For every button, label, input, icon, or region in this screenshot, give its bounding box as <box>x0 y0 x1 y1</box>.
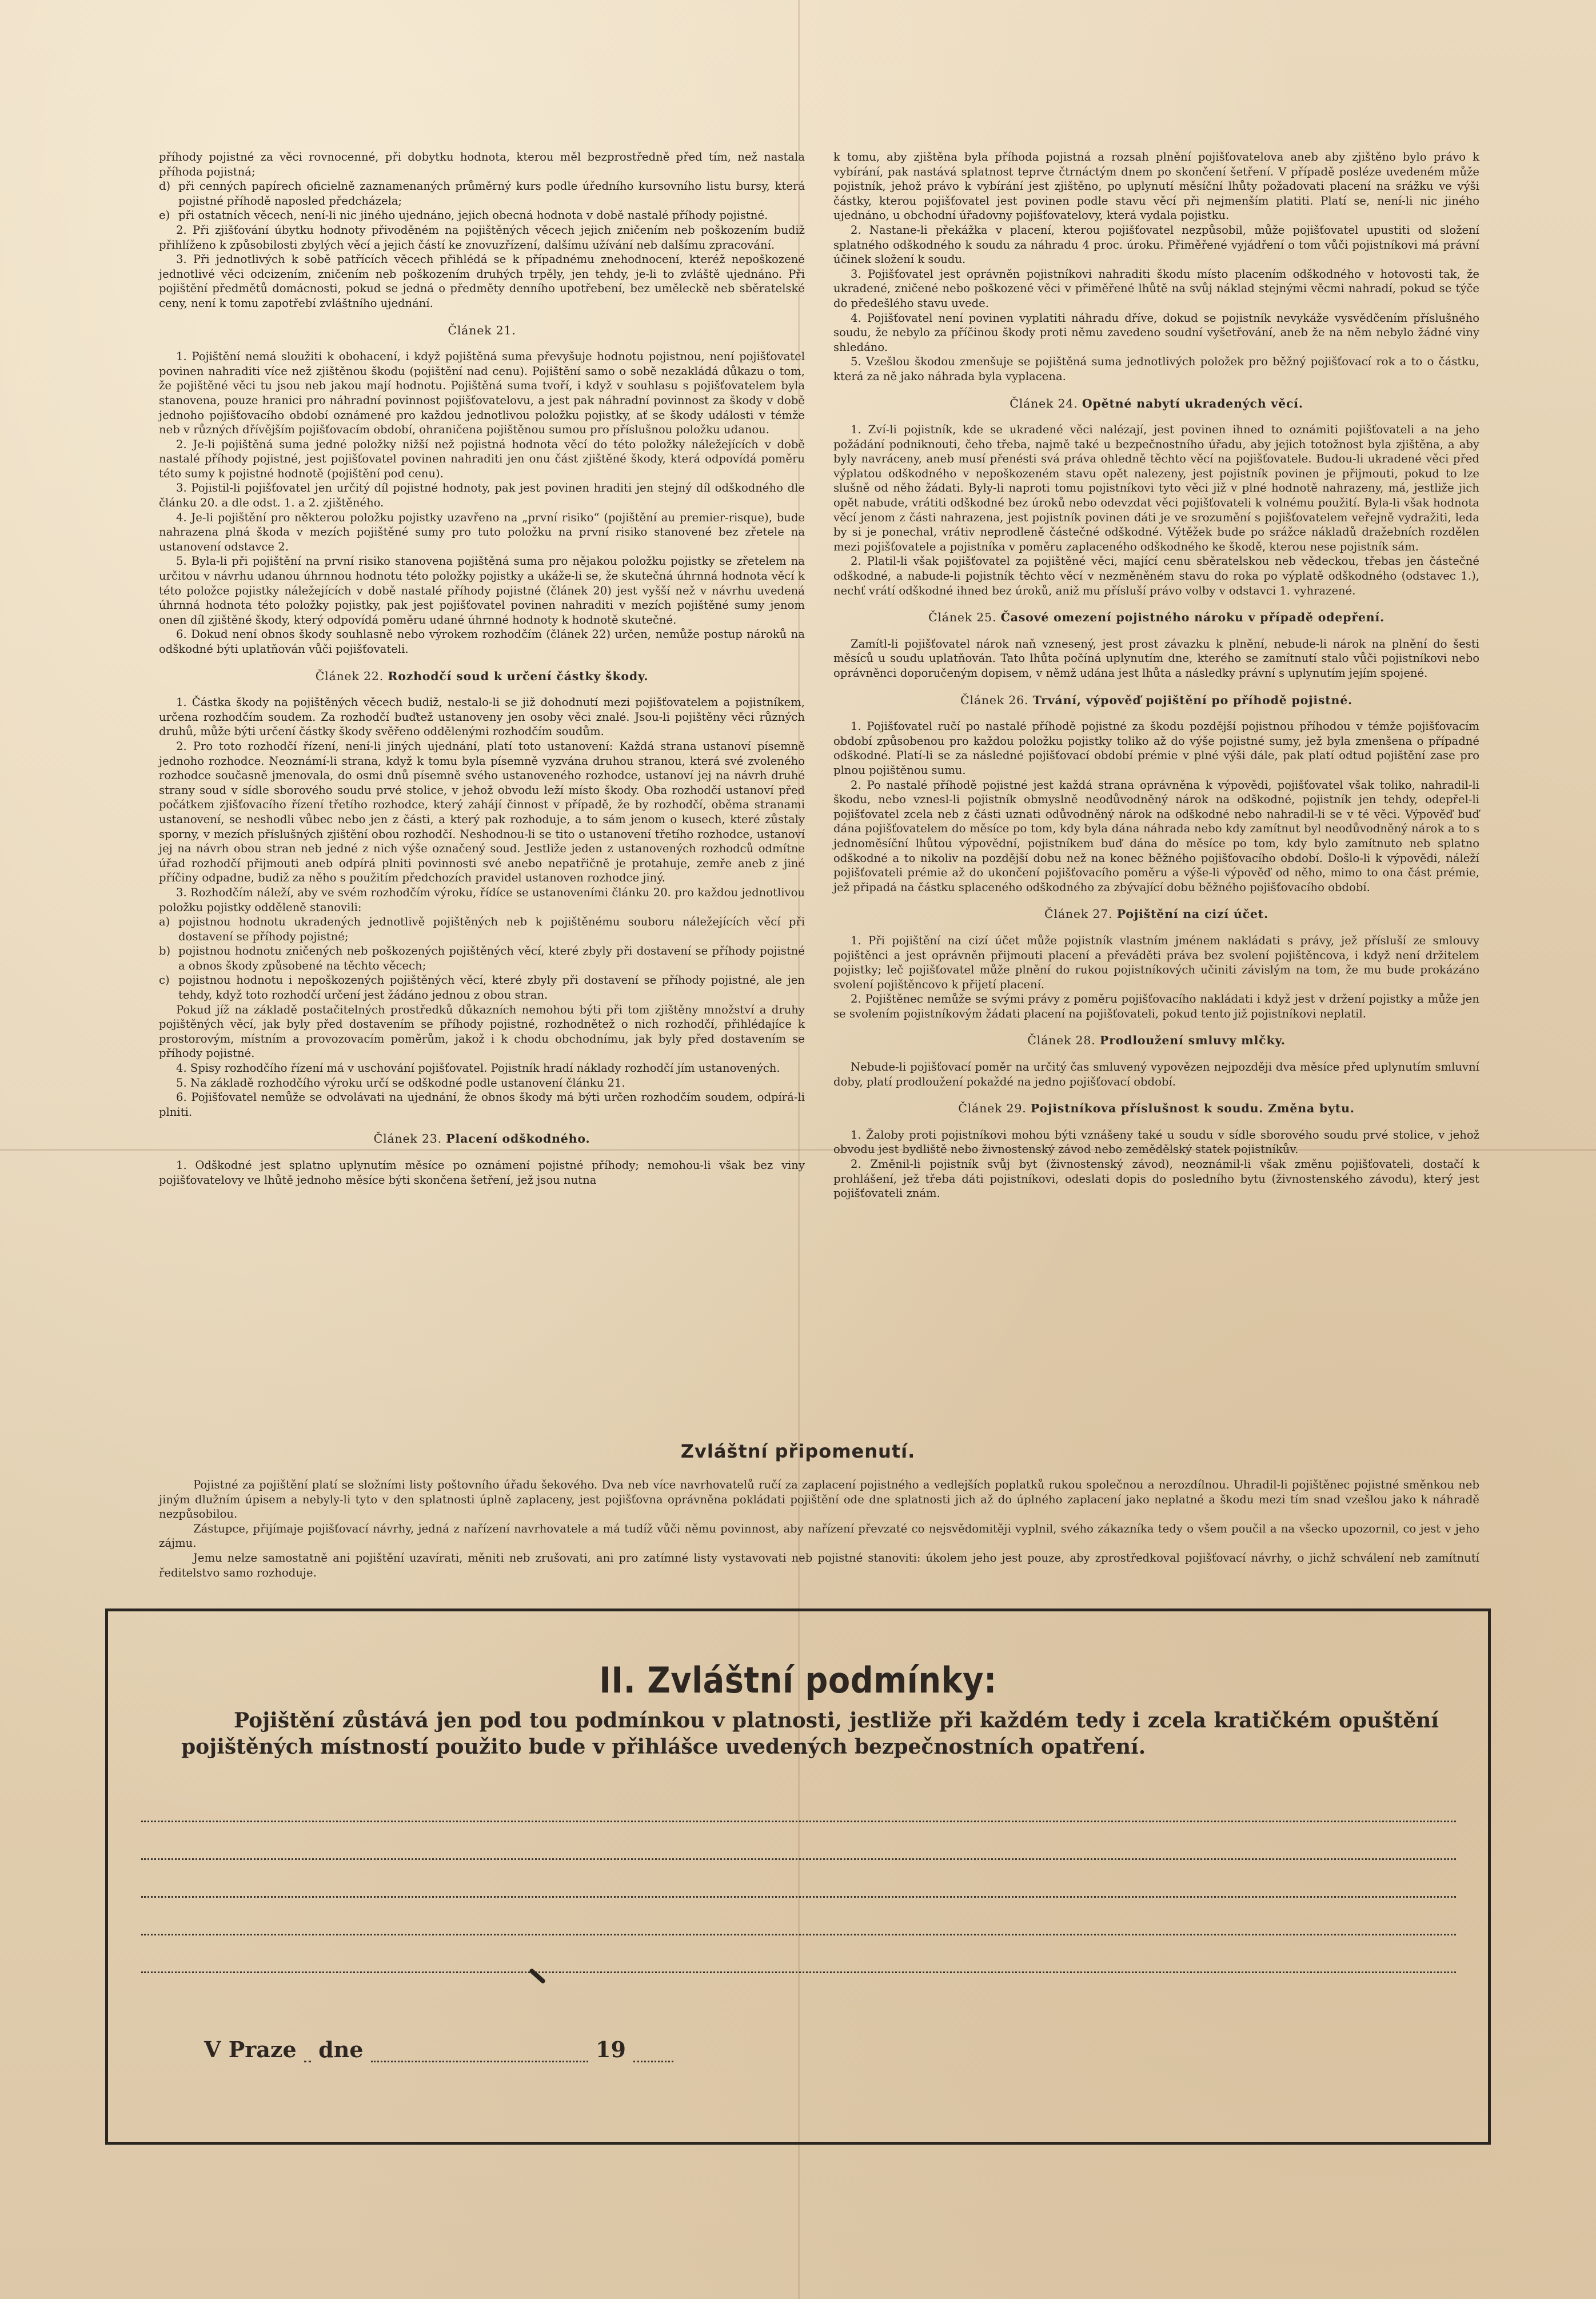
article-number: Článek 23. <box>373 1132 442 1146</box>
paragraph: 3. Při jednotlivých k sobě patřících věcech přihlédá se k případnému znehodnocení, kteréž nepoškozené jednotlivé věci odcizením, zničením neb poškozením druhých trpěly, jen tehdy, je-li to zvláště ujednáno. Při pojištění předmětů domácnosti, pokud se jedná o předměty denního upotřebení, bez uměleckě neb sběratelské ceny, není k tomu zapotřebí zvláštního ujednání. <box>159 253 805 310</box>
special-note-paragraph: Pojistné za pojištění platí se složními listy poštovního úřadu šekového. Dva neb více navrhovatelů ručí za zaplacení pojistného a vedlejších poplatků rukou společnou a nerozdílnou. Uhradil-li pojištěnec pojistné směnkou neb jiným dlužním úpisem a nebyly-li tyto v den splatnosti úplně zaplaceny, jest pojišťovna oprávněna pokládati pojištění ode dne splatnosti jich až do úplného zaplacení jako neplatné a škodu mezi tím snad vzešlou jako k náhradě nezpůsobilou. <box>159 1478 1479 1521</box>
paragraph: příhody pojistné za věci rovnocenné, při dobytku hodnota, kterou měl bezprostředně před tím, než nastala příhoda pojistná; <box>159 150 805 178</box>
paragraph: 1. Zví-li pojistník, kde se ukradené věci nalézají, jest povinen ihned to oznámiti pojišťovateli a na jeho požádání podniknouti, čeho třeba, najmě také u bezpečnostního úřadu, aby jejich totožnost byla zjištěna, a aby byly navráceny, aneb musí přenésti svá práva ohledně těchto věcí na pojišťovatele. Budou-li ukradené věci před výplatou odškodného v nepoškozeném stavu opět nalezeny, jest pojistník povinen je přijmouti, pokud to lze slušně od něho žádati. Byly-li naproti tomu pojistníkovi tyto věci již v plné hodnotě nahrazeny, má, jestliže jich opět nabude, vrátiti odškodné bez úroků nebo odevzdat věci pojišťovateli k volnému použití. Byla-li však hodnota věcí jenom z části nahrazena, jest pojistník povinen dáti je ve srozumění s pojišťovatelem veřejně vydražiti, leda by si je ponechal, vrátiv neprodleně částečné odškodné. Výtěžek bude po srážce nákladů dražebních rozdělen mezi pojišťovatele a pojistníka v poměru zaplaceného odškodného ke škodě, kterou nese pojistník sám. <box>833 423 1479 553</box>
article-number: Článek 21. <box>448 323 516 337</box>
special-note-title: Zvláštní připomenutí. <box>680 1440 916 1462</box>
article-number: Článek 26. <box>960 693 1029 707</box>
list-item-text: při cenných papírech oficielně zaznamenaných průměrný kurs podle úředního kursovního listu bursy, která pojistné příhodě naposled předcházela; <box>178 179 805 207</box>
paragraph: 1. Pojištění nemá sloužiti k obohacení, i když pojištěná suma převyšuje hodnotu pojistnou, není pojišťovatel povinen nahraditi více než zjištěnou škodu (pojištění nad cenu). Pojištění samo o sobě nezakládá důkazu o tom, že pojištěné věci tu jsou neb jakou mají hodnotu. Pojištěná suma tvoří, i když v souhlasu s pojišťovatelem byla stanovena, pouze hranici pro náhradní povinnost pojišťovatelovu, a jest pak náhradní povinnost za škody v době jednoho pojišťovacího období oznámené pro každou jednotlivou položku pojistky, ať se škody události v témže neb v různých dřívějším pojišťovacím období, ohraničena pojištěnou sumou pro příslušnou položku udanou. <box>159 350 805 437</box>
paragraph: 1. Pojišťovatel ručí po nastalé příhodě pojistné za škodu pozdější pojistnou příhodou v témže pojišťovacím období způsobenou pro každou položku pojistky toliko až do výše pojistné sumy, jež byla zmenšena o případné odškodné. Platí-li se za následné pojišťovací období prémie v plné výši dále, pak platí odtud pojištění zase pro plnou pojištěnou sumu. <box>833 720 1479 777</box>
paragraph: 5. Byla-li při pojištění na první risiko stanovena pojištěná suma pro nějakou položku pojistky se zřetelem na určitou v návrhu udanou úhrnnou hodnotu této položky pojistky a ukáže-li se, že skutečná úhrnná hodnota věcí k této položce pojistky náležejících v době nastalé příhody pojistné (článek 20) jest vyšší než v návrhu uvedená úhrnná hodnota této položky pojistky, pak jest pojišťovatel povinen nahraditi v mezích pojištěné sumy jenom onen díl zjištěné škody, který odpovídá poměru udané úhrnné hodnoty k hodnotě skutečné. <box>159 554 805 626</box>
special-note-text <box>159 1478 1479 1580</box>
paragraph: 1. Při pojištění na cizí účet může pojistník vlastním jménem nakládati s právy, jež přísluší ze smlouvy pojištěnci a jest oprávněn přijmouti placení a převáděti práva bez svolení pojištěncova, i když není držitelem pojistky; leč pojišťovatel může plnění do rukou pojistníkových učiniti závislým na tom, že mu bude prokázáno svolení pojištěncovo k přijetí placení. <box>833 933 1479 991</box>
list-item-text: pojistnou hodnotu i nepoškozených pojištěných věcí, které zbyly při dostavení se příhody pojistné, ale jen tehdy, když toto rozhodčí určení jest žádáno jednou z obou stran. <box>178 973 805 1002</box>
list-item <box>159 915 805 944</box>
article-heading <box>833 1101 1479 1116</box>
year-blank[interactable] <box>633 2042 673 2062</box>
paragraph: 1. Žaloby proti pojistníkovi mohou býti vznášeny také u soudu v sídle sborového soudu prvé stolice, v jehož obvodu jest bydliště nebo živnostenský závod nebo zemědělský statek pojistníkův. <box>833 1128 1479 1156</box>
article-heading <box>159 324 805 338</box>
fill-line-3[interactable] <box>141 1896 1456 1898</box>
fill-line-5[interactable] <box>141 1971 1456 1973</box>
year-prefix: 19 <box>596 2037 626 2062</box>
list-item-label: c) <box>159 973 170 987</box>
paragraph: 1. Odškodné jest splatno uplynutím měsíce po oznámení pojistné příhody; nemohou-li však bez viny pojišťovatelovy ve lhůtě jednoho měsíce býti skončena šetření, jež jsou nutna <box>159 1159 805 1187</box>
special-conditions-title: II. Zvláštní podmínky: <box>599 1659 997 1701</box>
article-number: Článek 27. <box>1044 907 1113 921</box>
list-item <box>159 179 805 208</box>
paragraph: Pokud jíž na základě postačitelných prostředků důkazních nemohou býti při tom zjištěny množství a druhy pojištěných věcí, jak byly před dostavením se příhody pojistné, rozhodnětež o nich rozhodčí, přihlédajíce k prostorovým, místním a provozovacím poměrům, jakož i k chodu obchodnímu, jak byly před dostavením se příhody pojistné. <box>159 1003 805 1060</box>
paragraph: 6. Dokud není obnos škody souhlasně nebo výrokem rozhodčím (článek 22) určen, nemůže postup nároků na odškodné býti uplatňován vůči pojišťovateli. <box>159 628 805 656</box>
article-title: Opětné nabytí ukradených věcí. <box>1082 396 1303 410</box>
special-conditions-text: Pojištění zůstává jen pod tou podmínkou v platnosti, jestliže při každém tedy i zcela kratičkém opuštění pojištěných místností použito bude v přihlášce uvedených bezpečnostních opatření. <box>181 1709 1439 1759</box>
paragraph: 4. Je-li pojištění pro některou položku pojistky uzavřeno na „první risiko“ (pojištění au premier-risque), bude nahrazena plná škoda v mezích pojištěné sumy pro tuto položku na první risiko stanovené bez zřetele na ustanovení odstavce 2. <box>159 510 805 553</box>
paragraph: 3. Rozhodčím náleží, aby ve svém rozhodčím výroku, řídíce se ustanoveními článku 20. pro každou jednotlivou položku pojistky odděleně stanovili: <box>159 885 805 914</box>
article-heading <box>833 1033 1479 1048</box>
paragraph: 2. Je-li pojištěná suma jedné položky nižší než pojistná hodnota věcí do této položky náležejících v době nastalé příhody pojistné, jest pojišťovatel povinen nahraditi jen onu část zjištěné škody, která odpovídá poměru této sumy k pojistné hodnotě (pojištění pod cenu). <box>159 437 805 480</box>
paragraph: 2. Pro toto rozhodčí řízení, není-li jiných ujednání, platí toto ustanovení: Každá strana ustanoví písemně jednoho rozhodce. Neoznámí-li strana, když k tomu byla písemně vyzvána druhou stranou, která své zvoleného rozhodce současně jmenovala, do osmi dnů písemně svého ustanoveného rozhodce, ustanoví jej na návrh druhé strany soud v sídle sborového soudu prvé stolice, v jehož obvodu leží místo škody. Oba rozhodčí ustanoví před počátkem zjišťovacího řízení třetího rozhodce, který zahájí činnost v případě, že by rozhodčí, oběma stranami ustanovení, se neshodli vůbec nebo jen z části, a který pak rozhoduje, a to sám jenom o kusech, které zůstaly sporny, v mezích příslušných zjištění obou rozhodčí. Neshodnou-li se tito o ustanovení třetího rozhodce, ustanoví jej na návrh obou stran neb jedné z nich výše označený soud. Jestliže jeden z ustanovených rozhodců odmítne úřad rozhodčí přijmouti aneb odpírá plniti povinnosti své anebo nepatřičně je protahuje, zemře aneb z jiné příčiny odpadne, budiž za něho s použitím předchozích pravidel ustanoven rozhodce jiný. <box>159 739 805 885</box>
date-label: dne <box>318 2037 364 2062</box>
paragraph: k tomu, aby zjištěna byla příhoda pojistná a rozsah plnění pojišťovatelova aneb aby zjištěno bylo právo k vybírání, pak nastává splatnost teprve čtrnáctým dnem po skončení šetření. V případě posléze uvedeném může pojistník, jehož právo k vybírání jest zjištěno, po uplynutí měsíční lhůty požadovati placení na srážku ve výši částky, kterou pojišťovatel jest povinen podle stavu věcí při nejmenším platiti. Platí se, není-li nic jiného ujednáno, u obchodní úřadovny pojišťovatelovy, která vydala pojistku. <box>833 150 1479 222</box>
place-label: V Praze <box>204 2037 297 2062</box>
paragraph: 3. Pojišťovatel jest oprávněn pojistníkovi nahraditi škodu místo placením odškodného v hotovosti tak, že ukradené, zničené nebo poškozené věci v přiměřené lhůtě na svůj náklad stejnými věcmi nahradí, pokud se týče do předešlého stavu uvede. <box>833 267 1479 310</box>
special-note-paragraph: Zástupce, přijímaje pojišťovací návrhy, jedná z nařízení navrhovatele a má tudíž vůči němu povinnost, aby nařízení převzaté co nejsvědomitěji vyplnil, svého zákazníka tedy o všem poučil a na všecko upozornil, co jest v jeho zájmu. <box>159 1522 1479 1550</box>
article-heading <box>159 1132 805 1147</box>
signature-date-line <box>204 2037 673 2062</box>
article-title: Pojistníkova příslušnost k soudu. Změna bytu. <box>1030 1101 1355 1116</box>
fill-line-2[interactable] <box>141 1858 1456 1860</box>
fill-line-1[interactable] <box>141 1821 1456 1822</box>
list-item-label: b) <box>159 944 171 958</box>
place-blank[interactable] <box>304 2042 311 2062</box>
article-number: Článek 25. <box>928 610 997 625</box>
fill-line-4[interactable] <box>141 1934 1456 1935</box>
paragraph: 2. Po nastalé příhodě pojistné jest každá strana oprávněna k výpovědi, pojišťovatel však toliko, nahradil-li škodu, nebo vznesl-li pojistník obmyslně neodůvodněný nárok na odškodné, pojistník jen tehdy, odepřel-li pojišťovatel zcela neb z části uznati odůvodněný nárok na odškodné nebo nahradil-li se v té věci. Výpověď buď dána pojišťovatelem do měsíce po tom, kdy byla dána náhrada nebo kdy zamítnut byl neodůvodněný nárok a to s jednoměsíční lhůtou výpovědní, pojistníkem buď dána do měsíce po tom, kdy bylo zamítnuto neb splatno odškodné a to nikoliv na pozdější dobu než na konec běžného pojišťovacího období. Došlo-li k výpovědi, náleží pojišťovateli prémie až do ukončení pojišťovacího poměru a výše-li výpověď od něho, mimo to ona část prémie, jež připadá na částku splaceného odškodného za zbývající dobu běžného pojišťovacího období. <box>833 778 1479 894</box>
paragraph: 4. Spisy rozhodčího řízení má v uschování pojišťovatel. Pojistník hradí náklady rozhodčí jím ustanovených. <box>176 1061 780 1075</box>
list-item-label: a) <box>159 915 170 929</box>
article-number: Článek 28. <box>1027 1033 1096 1048</box>
article-title: Rozhodčí soud k určení částky škody. <box>388 669 649 683</box>
article-heading <box>833 397 1479 412</box>
paragraph: 6. Pojišťovatel nemůže se odvolávati na ujednání, že obnos škody má býti určen rozhodčím soudem, odpírá-li plniti. <box>159 1091 805 1119</box>
article-heading <box>833 693 1479 708</box>
paragraph: 5. Vzešlou škodou zmenšuje se pojištěná suma jednotlivých položek pro běžný pojišťovací rok a to o částku, která za ně jako náhrada byla vyplacena. <box>833 355 1479 383</box>
article-number: Článek 29. <box>958 1101 1027 1116</box>
left-text-column <box>159 150 805 1187</box>
article-title: Trvání, výpověď pojištění po příhodě pojistné. <box>1032 693 1352 707</box>
paragraph: Nebude-li pojišťovací poměr na určitý čas smluvený vypovězen nejpozději dva měsíce před uplynutím smluvní doby, platí prodloužení pokaždé na jedno pojišťovací období. <box>833 1060 1479 1088</box>
paragraph: 3. Pojistil-li pojišťovatel jen určitý díl pojistné hodnoty, pak jest povinen hraditi jen stejný díl odškodného dle článku 20. a dle odst. 1. a 2. zjištěného. <box>159 481 805 510</box>
paragraph: 2. Nastane-li překážka v placení, kterou pojišťovatel nezpůsobil, může pojišťovatel upustiti od složení splatného odškodného k soudu za náhradu 4 proc. úroku. Přiměřené vyjádření o tom vůči pojistníkovi má právní účinek složení k soudu. <box>833 223 1479 266</box>
paragraph: 2. Při zjišťování úbytku hodnoty přivoděném na pojištěných věcech jejich zničením neb poškozením budiž přihlíženo k způsobilosti zbylých věcí a jejich částí ke znovuzřízení, dalšímu užívání neb dalšímu zpracování. <box>159 223 805 252</box>
special-conditions-box <box>105 1608 1491 2145</box>
article-title: Prodloužení smluvy mlčky. <box>1099 1033 1286 1048</box>
list-item-text: pojistnou hodnotu ukradených jednotlivě pojištěných neb k pojištěnému souboru náležejících věcí při dostavení se příhody pojistné; <box>178 915 805 943</box>
paragraph: 4. Pojišťovatel není povinen vyplatiti náhradu dříve, dokud se pojistník nevykáže vysvědčením příslušného soudu, že nebylo za příčinou škody proti němu zavedeno soudní vyšetřování, aneb že na něm nebylo žádné viny shledáno. <box>833 311 1479 354</box>
paragraph: 5. Na základě rozhodčího výroku určí se odškodné podle ustanovení článku 21. <box>176 1076 625 1089</box>
paragraph: 2. Změnil-li pojistník svůj byt (živnostenský závod), neoznámil-li však změnu pojišťovateli, dostačí k prohlášení, jež třeba dáti pojistníkovi, odeslati dopis do posledního bytu (živnostenského závodu), který jest pojišťovateli znám. <box>833 1158 1479 1200</box>
list-item-text: při ostatních věcech, není-li nic jiného ujednáno, jejich obecná hodnota v době nastalé příhody pojistné. <box>178 209 768 222</box>
article-heading <box>833 610 1479 625</box>
article-title: Pojištění na cizí účet. <box>1116 907 1268 921</box>
article-number: Článek 22. <box>315 669 384 683</box>
special-note-paragraph: Jemu nelze samostatně ani pojištění uzavírati, měniti neb zrušovati, ani pro zatímné listy vystavovati neb pojistné stanoviti: úkolem jeho jest pouze, aby zprostředkoval pojišťovací návrhy, o jichž schválení neb zamítnutí ředitelstvo samo rozhoduje. <box>159 1551 1479 1579</box>
ink-mark <box>529 1968 546 1985</box>
list-item <box>159 944 805 973</box>
paragraph: 2. Pojištěnec nemůže se svými právy z poměru pojišťovacího nakládati i když jest v držení pojistky a může jen se svolením pojistníkovým žádati placení na pojišťovateli, pokud tento již pojistníkovi neplatil. <box>833 992 1479 1020</box>
article-title: Placení odškodného. <box>446 1132 590 1146</box>
right-text-column <box>833 150 1479 1201</box>
date-blank[interactable] <box>371 2042 588 2062</box>
list-item-label: e) <box>159 209 170 222</box>
paragraph: 1. Částka škody na pojištěných věcech budiž, nestalo-li se již dohodnutí mezi pojišťovatelem a pojistníkem, určena rozhodčím soudem. Za rozhodčí buďtež ustanoveny jen osoby věci znalé. Jsou-li pojištěny věci různých druhů, může býti určení částky škody svěřeno oddělenými rozhodčím soudům. <box>159 696 805 739</box>
list-item-text: pojistnou hodnotu zničených neb poškozených pojištěných věcí, které zbyly při dostavení se příhody pojistné a obnos škody způsobené na těchto věcech; <box>178 944 805 972</box>
article-heading <box>833 907 1479 922</box>
article-title: Časové omezení pojistného nároku v případě odepření. <box>1000 610 1385 625</box>
list-item-label: d) <box>159 179 171 193</box>
article-heading <box>159 669 805 684</box>
paragraph: Zamítl-li pojišťovatel nárok naň vznesený, jest prost závazku k plnění, nebude-li nárok na plnění do šesti měsíců u soudu uplatňován. Tato lhůta počíná uplynutím dne, kterého se zamítnutí stalo vůči pojistníkovi nebo oprávněnci doporučeným dopisem, v němž udána jest lhůta a následky právní s uplynutím jejím spojené. <box>833 637 1479 680</box>
paragraph: 2. Platil-li však pojišťovatel za pojištěné věci, mající cenu sběratelskou neb vědeckou, třebas jen částečné odškodné, a nabude-li pojistník těchto věcí v nezměněném stavu do roka po výplatě odškodného (odstavec 1.), nechť vrátí odškodné ihned bez úroků, aniž mu přísluší právo volby v odstavci 1. vyhrazené. <box>833 554 1479 597</box>
article-number: Článek 24. <box>1010 396 1078 410</box>
list-item <box>159 973 805 1002</box>
list-item <box>159 208 805 223</box>
